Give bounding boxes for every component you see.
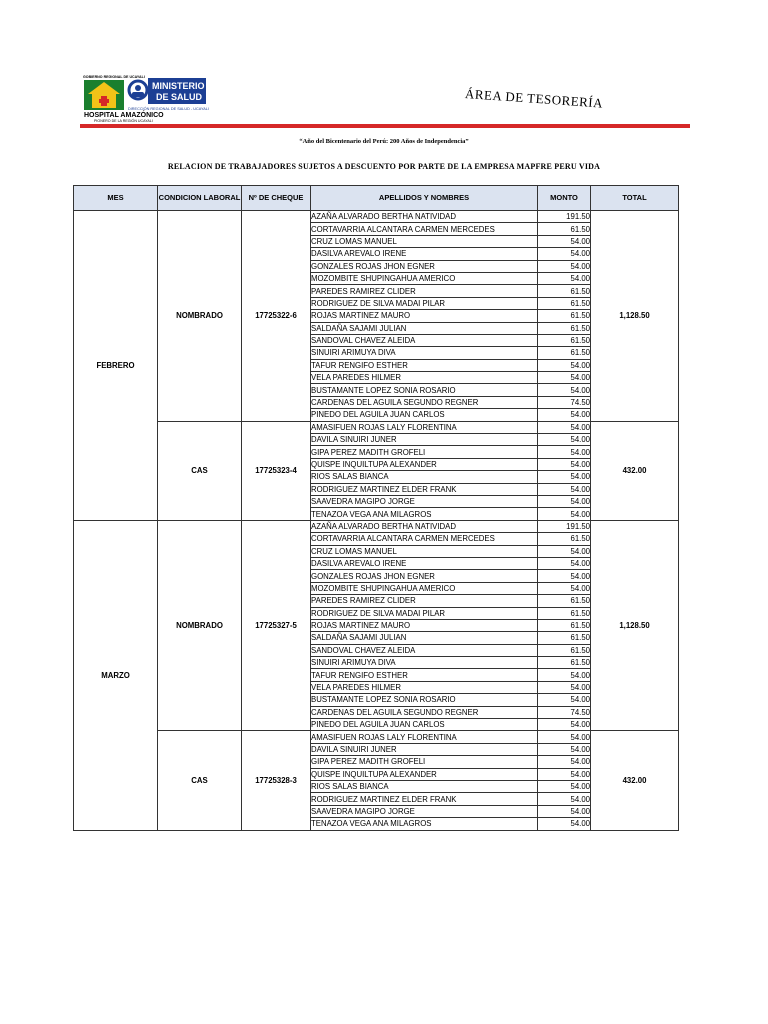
employee-name-cell: BUSTAMANTE LOPEZ SONIA ROSARIO — [311, 694, 538, 706]
amount-cell: 191.50 — [538, 520, 591, 532]
employee-name-cell: SINUIRI ARIMUYA DIVA — [311, 347, 538, 359]
amount-cell: 54.00 — [538, 719, 591, 731]
amount-cell: 191.50 — [538, 211, 591, 223]
employee-name-cell: CRUZ LOMAS MANUEL — [311, 235, 538, 247]
amount-cell: 74.50 — [538, 396, 591, 408]
group-total-cell: 432.00 — [591, 421, 679, 520]
amount-cell: 54.00 — [538, 372, 591, 384]
logo-tagline: PIONERO DE LA REGIÓN UCAYALI — [94, 119, 153, 123]
logo-direccion: DIRECCIÓN REGIONAL DE SALUD - UCAYALI — [128, 107, 209, 111]
discount-table — [73, 185, 679, 831]
amount-cell: 61.50 — [538, 297, 591, 309]
employee-name-cell: RODRIGUEZ MARTINEZ ELDER FRANK — [311, 483, 538, 495]
amount-cell: 54.00 — [538, 495, 591, 507]
employee-name-cell: GIPA PEREZ MADITH GROFELI — [311, 756, 538, 768]
employee-name-cell: DASILVA AREVALO IRENE — [311, 557, 538, 569]
amount-cell: 54.00 — [538, 434, 591, 446]
year-motto: “Año del Bicentenario del Perú: 200 Años de Independencia” — [299, 138, 469, 145]
amount-cell: 61.50 — [538, 657, 591, 669]
amount-cell: 54.00 — [538, 384, 591, 396]
employee-name-cell: CORTAVARRIA ALCANTARA CARMEN MERCEDES — [311, 533, 538, 545]
cheque-cell: 17725323-4 — [242, 421, 311, 520]
amount-cell: 61.50 — [538, 632, 591, 644]
table-row — [74, 520, 679, 532]
month-cell: MARZO — [74, 520, 158, 830]
amount-cell: 54.00 — [538, 818, 591, 830]
amount-cell: 54.00 — [538, 260, 591, 272]
employee-name-cell: QUISPE INQUILTUPA ALEXANDER — [311, 768, 538, 780]
employee-name-cell: TAFUR RENGIFO ESTHER — [311, 359, 538, 371]
amount-cell: 54.00 — [538, 471, 591, 483]
amount-cell: 61.50 — [538, 223, 591, 235]
employee-name-cell: AZAÑA ALVARADO BERTHA NATIVIDAD — [311, 520, 538, 532]
amount-cell: 54.00 — [538, 483, 591, 495]
cheque-cell: 17725327-5 — [242, 520, 311, 731]
amount-cell: 54.00 — [538, 793, 591, 805]
employee-name-cell: BUSTAMANTE LOPEZ SONIA ROSARIO — [311, 384, 538, 396]
employee-name-cell: CORTAVARRIA ALCANTARA CARMEN MERCEDES — [311, 223, 538, 235]
employee-name-cell: GONZALES ROJAS JHON EGNER — [311, 570, 538, 582]
amount-cell: 54.00 — [538, 248, 591, 260]
amount-cell: 61.50 — [538, 334, 591, 346]
hospital-logo — [80, 74, 210, 124]
amount-cell: 61.50 — [538, 644, 591, 656]
employee-name-cell: VELA PAREDES HILMER — [311, 681, 538, 693]
amount-cell: 54.00 — [538, 272, 591, 284]
table-row — [74, 211, 679, 223]
employee-name-cell: DASILVA AREVALO IRENE — [311, 248, 538, 260]
employee-name-cell: AZAÑA ALVARADO BERTHA NATIVIDAD — [311, 211, 538, 223]
amount-cell: 54.00 — [538, 669, 591, 681]
month-cell: FEBRERO — [74, 211, 158, 521]
employee-name-cell: CARDENAS DEL AGUILA SEGUNDO REGNER — [311, 706, 538, 718]
table-row — [74, 421, 679, 433]
amount-cell: 74.50 — [538, 706, 591, 718]
table-row — [74, 731, 679, 743]
amount-cell: 54.00 — [538, 235, 591, 247]
amount-cell: 54.00 — [538, 768, 591, 780]
employee-name-cell: CRUZ LOMAS MANUEL — [311, 545, 538, 557]
area-title: ÁREA DE TESORERÍA — [464, 86, 604, 111]
cheque-cell: 17725328-3 — [242, 731, 311, 830]
condition-cell: NOMBRADO — [158, 211, 242, 422]
amount-cell: 54.00 — [538, 409, 591, 421]
table-body — [74, 211, 679, 831]
employee-name-cell: RIOS SALAS BIANCA — [311, 471, 538, 483]
employee-name-cell: DAVILA SINUIRI JUNER — [311, 743, 538, 755]
amount-cell: 54.00 — [538, 508, 591, 520]
logo-salud: DE SALUD — [156, 92, 203, 102]
employee-name-cell: VELA PAREDES HILMER — [311, 372, 538, 384]
employee-name-cell: PAREDES RAMIREZ CLIDER — [311, 285, 538, 297]
column-header-nombres: APELLIDOS Y NOMBRES — [311, 186, 538, 211]
amount-cell: 54.00 — [538, 545, 591, 557]
column-header-condicion: CONDICION LABORAL — [158, 186, 242, 211]
employee-name-cell: AMASIFUEN ROJAS LALY FLORENTINA — [311, 421, 538, 433]
amount-cell: 61.50 — [538, 619, 591, 631]
amount-cell: 54.00 — [538, 756, 591, 768]
amount-cell: 54.00 — [538, 780, 591, 792]
employee-name-cell: GIPA PEREZ MADITH GROFELI — [311, 446, 538, 458]
column-header-cheque: Nº DE CHEQUE — [242, 186, 311, 211]
employee-name-cell: MOZOMBITE SHUPINGAHUA AMERICO — [311, 272, 538, 284]
employee-name-cell: SANDOVAL CHAVEZ ALEIDA — [311, 334, 538, 346]
employee-name-cell: CARDENAS DEL AGUILA SEGUNDO REGNER — [311, 396, 538, 408]
column-header-mes: MES — [74, 186, 158, 211]
column-header-monto: MONTO — [538, 186, 591, 211]
employee-name-cell: PINEDO DEL AGUILA JUAN CARLOS — [311, 409, 538, 421]
logo-ministerio: MINISTERIO — [152, 81, 205, 91]
employee-name-cell: SAAVEDRA MAGIPO JORGE — [311, 805, 538, 817]
amount-cell: 61.50 — [538, 607, 591, 619]
employee-name-cell: GONZALES ROJAS JHON EGNER — [311, 260, 538, 272]
employee-name-cell: ROJAS MARTINEZ MAURO — [311, 619, 538, 631]
group-total-cell: 1,128.50 — [591, 520, 679, 731]
employee-name-cell: RODRIGUEZ DE SILVA MADAI PILAR — [311, 607, 538, 619]
amount-cell: 54.00 — [538, 805, 591, 817]
amount-cell: 61.50 — [538, 533, 591, 545]
employee-name-cell: DAVILA SINUIRI JUNER — [311, 434, 538, 446]
group-total-cell: 432.00 — [591, 731, 679, 830]
amount-cell: 61.50 — [538, 595, 591, 607]
employee-name-cell: SAAVEDRA MAGIPO JORGE — [311, 495, 538, 507]
amount-cell: 54.00 — [538, 421, 591, 433]
employee-name-cell: PINEDO DEL AGUILA JUAN CARLOS — [311, 719, 538, 731]
employee-name-cell: SANDOVAL CHAVEZ ALEIDA — [311, 644, 538, 656]
employee-name-cell: MOZOMBITE SHUPINGAHUA AMERICO — [311, 582, 538, 594]
amount-cell: 61.50 — [538, 310, 591, 322]
employee-name-cell: TENAZOA VEGA ANA MILAGROS — [311, 818, 538, 830]
amount-cell: 54.00 — [538, 681, 591, 693]
employee-name-cell: TENAZOA VEGA ANA MILAGROS — [311, 508, 538, 520]
employee-name-cell: ROJAS MARTINEZ MAURO — [311, 310, 538, 322]
employee-name-cell: AMASIFUEN ROJAS LALY FLORENTINA — [311, 731, 538, 743]
employee-name-cell: TAFUR RENGIFO ESTHER — [311, 669, 538, 681]
amount-cell: 54.00 — [538, 458, 591, 470]
amount-cell: 54.00 — [538, 743, 591, 755]
amount-cell: 54.00 — [538, 570, 591, 582]
column-header-total: TOTAL — [591, 186, 679, 211]
logo-hospital-name: HOSPITAL AMAZÓNICO — [84, 112, 164, 119]
amount-cell: 54.00 — [538, 731, 591, 743]
header-divider — [80, 124, 690, 128]
table-header-row — [74, 186, 679, 211]
employee-name-cell: PAREDES RAMIREZ CLIDER — [311, 595, 538, 607]
employee-name-cell: RIOS SALAS BIANCA — [311, 780, 538, 792]
employee-name-cell: RODRIGUEZ MARTINEZ ELDER FRANK — [311, 793, 538, 805]
employee-name-cell: QUISPE INQUILTUPA ALEXANDER — [311, 458, 538, 470]
condition-cell: NOMBRADO — [158, 520, 242, 731]
employee-name-cell: SALDAÑA SAJAMI JULIAN — [311, 322, 538, 334]
document-title: RELACION DE TRABAJADORES SUJETOS A DESCUENTO POR PARTE DE LA EMPRESA MAPFRE PERU VIDA — [167, 162, 601, 171]
condition-cell: CAS — [158, 421, 242, 520]
group-total-cell: 1,128.50 — [591, 211, 679, 422]
amount-cell: 54.00 — [538, 446, 591, 458]
condition-cell: CAS — [158, 731, 242, 830]
amount-cell: 61.50 — [538, 285, 591, 297]
employee-name-cell: SINUIRI ARIMUYA DIVA — [311, 657, 538, 669]
amount-cell: 54.00 — [538, 582, 591, 594]
amount-cell: 61.50 — [538, 322, 591, 334]
cheque-cell: 17725322-6 — [242, 211, 311, 422]
amount-cell: 54.00 — [538, 359, 591, 371]
employee-name-cell: RODRIGUEZ DE SILVA MADAI PILAR — [311, 297, 538, 309]
employee-name-cell: SALDAÑA SAJAMI JULIAN — [311, 632, 538, 644]
amount-cell: 54.00 — [538, 694, 591, 706]
logo-top-text: GOBIERNO REGIONAL DE UCAYALI — [83, 75, 145, 79]
amount-cell: 61.50 — [538, 347, 591, 359]
amount-cell: 54.00 — [538, 557, 591, 569]
